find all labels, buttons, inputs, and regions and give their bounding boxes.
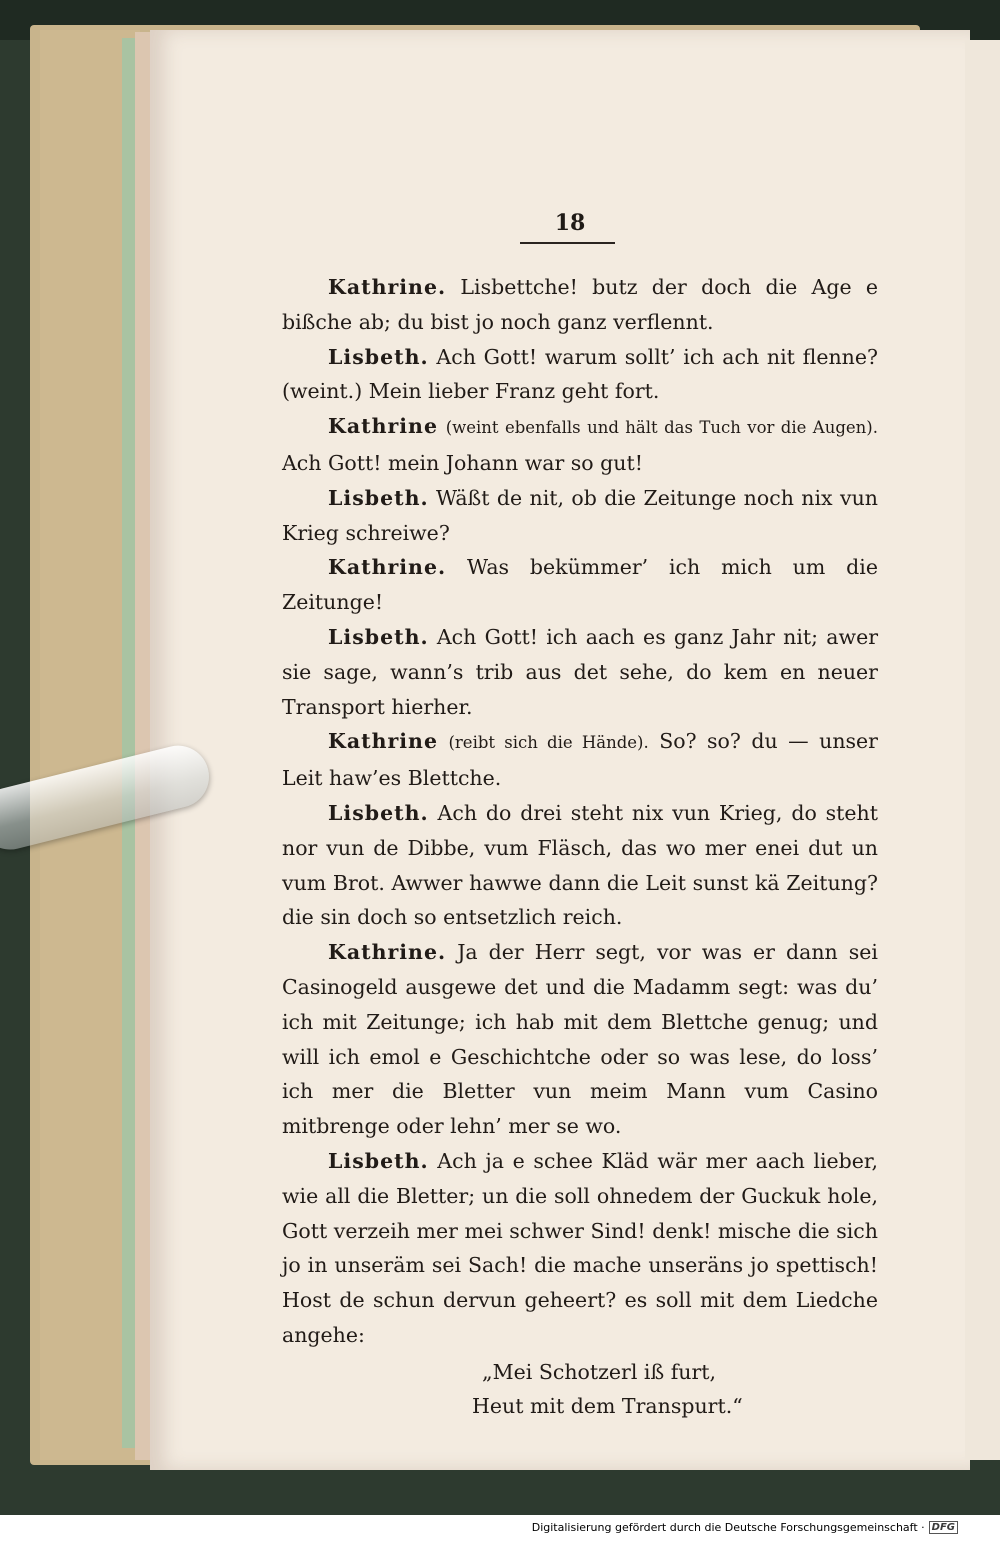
speaker-name: Lisbeth.: [328, 624, 429, 649]
speaker-name: Kathrine.: [328, 555, 447, 580]
speaker-name: Kathrine: [328, 729, 439, 754]
adjacent-page-edge: [965, 40, 1000, 1460]
paragraph: [282, 340, 878, 410]
dialogue-text: Ach Gott! mein Johann war so gut!: [282, 450, 643, 475]
book-spine-edge: [122, 38, 136, 1448]
credit-text: Digitalisierung gefördert durch die Deutsche Forschungsgemeinschaft ·: [531, 1521, 925, 1534]
paragraph: [282, 409, 878, 481]
dialogue-text: Ach do drei steht nix vun Krieg, do steht nor vun de Dibbe, vum Fläsch, das wo mer enei dut un vum Brot. Awwer hawwe dann die Leit sunst kä Zeitung? die sin doch so entsetzlich reich.: [282, 800, 878, 930]
dialogue-text: Was bekümmer’ ich mich um die Zeitunge!: [282, 555, 878, 615]
speaker-name: Lisbeth.: [328, 1148, 429, 1173]
speaker-name: Kathrine: [328, 414, 439, 439]
dialogue-text: So? so? du — unser Leit haw’es Blettche.: [282, 729, 878, 791]
speaker-name: Lisbeth.: [328, 344, 429, 369]
dialogue-text: Ach ja e schee Kläd wär mer aach lieber, wie all die Bletter; un die soll ohnedem der Guckuk hole, Gott verzeih mer mei schwer Sind! denk! mische die sich jo in unseräm sei Sach! die mache unseräns jo spettisch! Host de schun dervun geheert? es soll mit dem Liedche angehe:: [282, 1148, 878, 1347]
paragraph: [282, 1144, 878, 1353]
verse-line: „Mei Schotzerl iß furt,: [482, 1359, 717, 1384]
paragraph: [282, 481, 878, 551]
dialogue-text: Lisbettche! butz der doch die Age e bißche ab; du bist jo noch ganz verflennt.: [282, 275, 878, 334]
stage-direction: (weint ebenfalls und hält das Tuch vor die Augen).: [445, 418, 878, 438]
paragraph: [282, 935, 878, 1144]
speaker-name: Lisbeth.: [328, 485, 429, 510]
page-number: 18: [554, 210, 586, 236]
page-text: [282, 270, 878, 1423]
paragraph: [282, 620, 878, 724]
dialogue-text: Ach Gott! warum sollt’ ich ach nit flenne? (weint.) Mein lieber Franz geht fort.: [282, 344, 878, 404]
paragraph: [282, 270, 878, 340]
paragraph: [282, 724, 878, 796]
paragraph: [282, 796, 878, 935]
speaker-name: Kathrine.: [328, 940, 447, 965]
page-number-rule: [520, 242, 615, 244]
speaker-name: Kathrine.: [328, 275, 447, 299]
verse-line: Heut mit dem Transpurt.“: [472, 1393, 743, 1418]
dialogue-text: Wäßt de nit, ob die Zeitunge noch nix vun Krieg schreiwe?: [282, 485, 878, 545]
stage-direction: (reibt sich die Hände).: [448, 733, 649, 753]
paragraph: [282, 550, 878, 620]
speaker-name: Lisbeth.: [328, 800, 429, 825]
dialogue-text: Ja der Herr segt, vor was er dann sei Casinogeld ausgewe det und die Madamm segt: was du’ ich mit Zeitunge; ich hab mit dem Blettche genug; und will ich emol e Geschichtche oder so was lese, do loss’ ich mer die Bletter vun meim Mann vum Casino mitbrenge oder lehn’ mer se wo.: [282, 940, 878, 1139]
dialogue-text: Ach Gott! ich aach es ganz Jahr nit; awer sie sage, wann’s trib aus det sehe, do kem en neuer Transport hierher.: [282, 624, 878, 719]
digitization-credit: [526, 1519, 964, 1536]
verse-quote: [282, 1355, 878, 1423]
dfg-logo: DFG: [929, 1521, 958, 1534]
